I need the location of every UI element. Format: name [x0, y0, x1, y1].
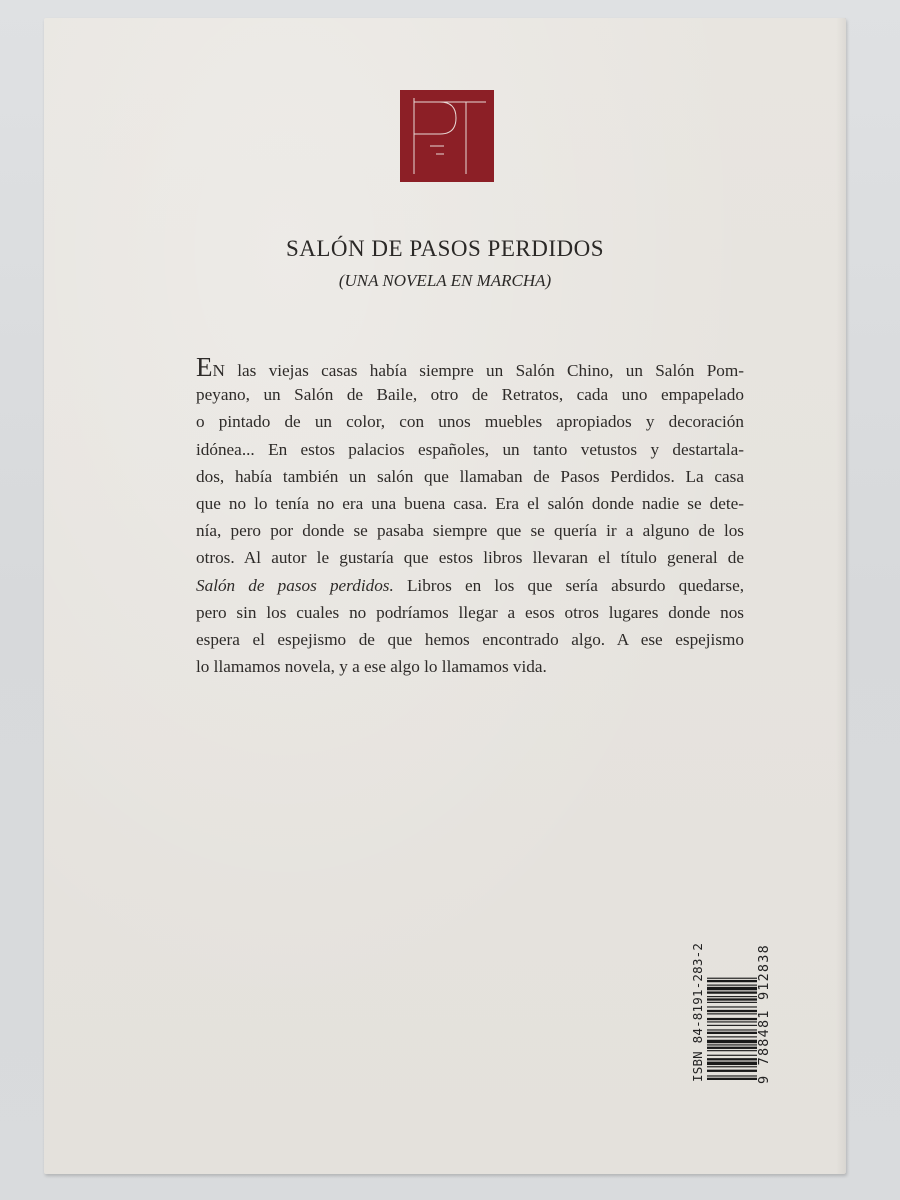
isbn-number: ISBN 84-8191-283-2	[690, 942, 705, 1082]
barcode-bar	[707, 1047, 757, 1049]
barcode-bar	[707, 1036, 757, 1037]
barcode-bar	[707, 1050, 757, 1051]
barcode-bar	[707, 1044, 757, 1045]
barcode-graphic	[707, 914, 757, 1080]
blurb-line: lo llamamos novela, y a ese algo lo llamamos vida.	[196, 657, 547, 677]
barcode-bar	[707, 1021, 757, 1022]
barcode-bar	[707, 1002, 757, 1003]
book-subtitle: (UNA NOVELA EN MARCHA)	[338, 271, 552, 290]
blurb-line: nía, pero por donde se pasaba siempre que se quería ir a alguno de los	[196, 521, 744, 541]
barcode-bar	[707, 1025, 757, 1026]
drop-cap: E	[196, 352, 213, 382]
barcode-bars	[707, 914, 757, 1080]
isbn-barcode	[690, 912, 776, 1084]
barcode-bar	[707, 985, 757, 986]
blurb-paragraph	[196, 354, 744, 680]
blurb-line: o pintado de un color, con unos muebles apropiados y decoración	[196, 412, 744, 432]
barcode-bar	[707, 1040, 757, 1043]
barcode-bar	[707, 1058, 757, 1060]
barcode-bar	[707, 1006, 757, 1007]
publisher-logo	[400, 90, 494, 182]
barcode-bar	[707, 1062, 757, 1065]
barcode-bar	[707, 991, 757, 993]
barcode-bar	[707, 1010, 757, 1012]
blurb-line: peyano, un Salón de Baile, otro de Retratos, cada uno empapelado	[196, 385, 744, 405]
book-title: SALÓN DE PASOS PERDIDOS	[285, 236, 605, 261]
barcode-bar	[707, 1066, 757, 1067]
barcode-bar	[707, 1013, 757, 1014]
publisher-logo-mark	[400, 90, 494, 182]
barcode-bar	[707, 1075, 757, 1076]
barcode-bar	[707, 1078, 757, 1080]
barcode-bar	[707, 1032, 757, 1034]
barcode-bar	[707, 1018, 757, 1020]
barcode-bar	[707, 1055, 757, 1056]
barcode-bar	[707, 998, 757, 1000]
barcode-bar	[707, 996, 757, 997]
barcode-bar	[707, 980, 757, 982]
blurb-line: idónea... En estos palacios españoles, un tanto vetustos y destartala-	[196, 439, 744, 459]
blurb-line: espera el espejismo de que hemos encontrado algo. A ese espejismo	[196, 629, 744, 649]
barcode-bar	[707, 1070, 757, 1072]
blurb-line: otros. Al autor le gustaría que estos libros llevaran el título general de	[196, 548, 744, 568]
blurb-line: dos, había también un salón que llamaban de Pasos Perdidos. La casa	[196, 466, 744, 486]
blurb-line: Salón de pasos perdidos. Libros en los que sería absurdo quedarse,	[196, 575, 744, 595]
barcode-bar	[707, 978, 757, 979]
ean-digits: 9 788481 912838	[756, 944, 772, 1084]
barcode-bar	[707, 987, 757, 990]
italic-series-title: Salón de pasos perdidos.	[196, 575, 394, 595]
blurb-line: que no lo tenía no era una buena casa. Era el salón donde nadie se dete-	[196, 493, 744, 513]
barcode-bar	[707, 1029, 757, 1030]
blurb-line: EN las viejas casas había siempre un Salón Chino, un Salón Pom-	[196, 352, 744, 382]
blurb-line: pero sin los cuales no podríamos llegar a esos otros lugares donde nos	[196, 602, 744, 622]
book-back-cover	[44, 18, 846, 1174]
